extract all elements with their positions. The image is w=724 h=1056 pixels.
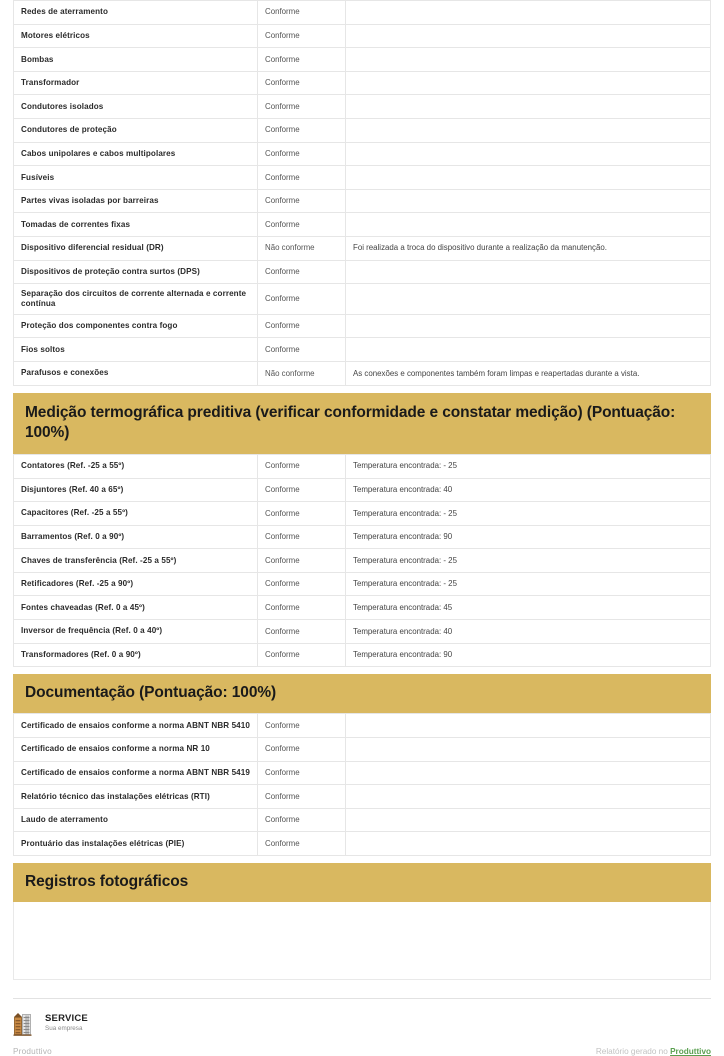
- table-row: [14, 236, 711, 260]
- row-item-label: Dispositivos de proteção contra surtos (DPS): [14, 260, 258, 284]
- row-status-value: Conforme: [258, 1, 346, 25]
- table-row: [14, 118, 711, 142]
- checklist-table-top: [13, 0, 711, 386]
- section-header-photos: Registros fotográficos: [13, 863, 711, 902]
- row-item-label: Partes vivas isoladas por barreiras: [14, 189, 258, 213]
- checklist-table-documentation: [13, 713, 711, 856]
- row-status-value: Conforme: [258, 478, 346, 502]
- row-observation: [346, 95, 711, 119]
- table-row: [14, 832, 711, 856]
- row-observation: [346, 785, 711, 809]
- row-observation: Temperatura encontrada: - 25: [346, 572, 711, 596]
- row-status-value: Conforme: [258, 808, 346, 832]
- footer-generated-prefix: Relatório gerado no: [595, 1047, 671, 1056]
- thermography-body: [14, 454, 711, 666]
- row-item-label: Relatório técnico das instalações elétricas (RTI): [14, 785, 258, 809]
- row-item-label: Motores elétricos: [14, 24, 258, 48]
- table-row: [14, 549, 711, 573]
- row-observation: [346, 338, 711, 362]
- row-status-value: Conforme: [258, 314, 346, 338]
- row-item-label: Redes de aterramento: [14, 1, 258, 25]
- row-observation: [346, 1, 711, 25]
- spacer: [13, 386, 711, 393]
- row-item-label: Fontes chaveadas (Ref. 0 a 45º): [14, 596, 258, 620]
- row-observation: [346, 189, 711, 213]
- footer-bar: [13, 1047, 711, 1056]
- row-item-label: Laudo de aterramento: [14, 808, 258, 832]
- table-row: [14, 166, 711, 190]
- row-observation: [346, 24, 711, 48]
- photo-records-area: [13, 902, 711, 980]
- table-row: [14, 362, 711, 386]
- row-status-value: Conforme: [258, 213, 346, 237]
- table-row: [14, 808, 711, 832]
- row-status-value: Conforme: [258, 549, 346, 573]
- row-status-value: Conforme: [258, 714, 346, 738]
- row-item-label: Condutores isolados: [14, 95, 258, 119]
- row-observation: [346, 213, 711, 237]
- row-observation: [346, 142, 711, 166]
- row-observation: [346, 48, 711, 72]
- row-item-label: Chaves de transferência (Ref. -25 a 55º): [14, 549, 258, 573]
- row-observation: [346, 118, 711, 142]
- spacer: [13, 856, 711, 863]
- table-row: [14, 260, 711, 284]
- row-status-value: Conforme: [258, 142, 346, 166]
- row-observation: Foi realizada a troca do dispositivo durante a realização da manutenção.: [346, 236, 711, 260]
- table-row: [14, 785, 711, 809]
- logo-title: SERVICE: [45, 1012, 88, 1024]
- row-item-label: Capacitores (Ref. -25 a 55º): [14, 502, 258, 526]
- row-item-label: Certificado de ensaios conforme a norma NR 10: [14, 737, 258, 761]
- row-item-label: Certificado de ensaios conforme a norma ABNT NBR 5419: [14, 761, 258, 785]
- row-item-label: Cabos unipolares e cabos multipolares: [14, 142, 258, 166]
- row-status-value: Conforme: [258, 284, 346, 315]
- row-item-label: Barramentos (Ref. 0 a 90º): [14, 525, 258, 549]
- table-row: [14, 24, 711, 48]
- row-status-value: Conforme: [258, 596, 346, 620]
- row-item-label: Retificadores (Ref. -25 a 90º): [14, 572, 258, 596]
- row-item-label: Tomadas de correntes fixas: [14, 213, 258, 237]
- row-observation: Temperatura encontrada: 45: [346, 596, 711, 620]
- footer-left-label: Produttivo: [13, 1047, 52, 1056]
- table-row: [14, 714, 711, 738]
- checklist-top-body: [14, 1, 711, 386]
- table-row: [14, 643, 711, 667]
- spacer: [13, 667, 711, 674]
- row-item-label: Bombas: [14, 48, 258, 72]
- checklist-table-thermography: [13, 454, 711, 667]
- footer-divider: [13, 998, 711, 999]
- company-logo: [13, 1010, 711, 1036]
- row-status-value: Conforme: [258, 118, 346, 142]
- row-observation: Temperatura encontrada: 90: [346, 643, 711, 667]
- row-status-value: Conforme: [258, 620, 346, 644]
- row-status-value: Conforme: [258, 502, 346, 526]
- section-header-documentation: Documentação (Pontuação: 100%): [13, 674, 711, 713]
- row-status-value: Conforme: [258, 643, 346, 667]
- table-row: [14, 525, 711, 549]
- table-row: [14, 338, 711, 362]
- row-item-label: Parafusos e conexões: [14, 362, 258, 386]
- row-item-label: Separação dos circuitos de corrente alternada e corrente contínua: [14, 284, 258, 315]
- row-status-value: Não conforme: [258, 362, 346, 386]
- table-row: [14, 213, 711, 237]
- row-observation: Temperatura encontrada: 40: [346, 478, 711, 502]
- row-status-value: Conforme: [258, 260, 346, 284]
- row-observation: Temperatura encontrada: - 25: [346, 454, 711, 478]
- row-item-label: Contatores (Ref. -25 a 55º): [14, 454, 258, 478]
- table-row: [14, 95, 711, 119]
- table-row: [14, 596, 711, 620]
- row-status-value: Conforme: [258, 189, 346, 213]
- table-row: [14, 454, 711, 478]
- produttivo-link[interactable]: Produttivo: [670, 1047, 711, 1056]
- row-observation: Temperatura encontrada: - 25: [346, 549, 711, 573]
- table-row: [14, 284, 711, 315]
- row-status-value: Conforme: [258, 95, 346, 119]
- row-observation: Temperatura encontrada: 40: [346, 620, 711, 644]
- building-icon: [13, 1011, 39, 1036]
- row-item-label: Dispositivo diferencial residual (DR): [14, 236, 258, 260]
- row-item-label: Certificado de ensaios conforme a norma ABNT NBR 5410: [14, 714, 258, 738]
- row-observation: [346, 832, 711, 856]
- table-row: [14, 314, 711, 338]
- table-row: [14, 572, 711, 596]
- table-row: [14, 478, 711, 502]
- row-status-value: Conforme: [258, 737, 346, 761]
- row-observation: [346, 314, 711, 338]
- table-row: [14, 620, 711, 644]
- table-row: [14, 737, 711, 761]
- row-observation: [346, 71, 711, 95]
- row-observation: [346, 714, 711, 738]
- table-row: [14, 761, 711, 785]
- row-status-value: Conforme: [258, 166, 346, 190]
- row-status-value: Conforme: [258, 761, 346, 785]
- row-status-value: Conforme: [258, 24, 346, 48]
- row-observation: Temperatura encontrada: 90: [346, 525, 711, 549]
- table-row: [14, 142, 711, 166]
- table-row: [14, 502, 711, 526]
- logo-text-block: [45, 1014, 88, 1033]
- row-status-value: Conforme: [258, 832, 346, 856]
- row-observation: [346, 808, 711, 832]
- row-item-label: Transformadores (Ref. 0 a 90º): [14, 643, 258, 667]
- table-row: [14, 1, 711, 25]
- row-status-value: Conforme: [258, 338, 346, 362]
- row-item-label: Proteção dos componentes contra fogo: [14, 314, 258, 338]
- row-item-label: Fios soltos: [14, 338, 258, 362]
- row-status-value: Não conforme: [258, 236, 346, 260]
- row-status-value: Conforme: [258, 785, 346, 809]
- logo-subtitle: Sua empresa: [45, 1024, 83, 1032]
- row-item-label: Prontuário das instalações elétricas (PIE): [14, 832, 258, 856]
- row-status-value: Conforme: [258, 454, 346, 478]
- footer-generated-note: [596, 1047, 711, 1056]
- table-row: [14, 71, 711, 95]
- row-item-label: Inversor de frequência (Ref. 0 a 40º): [14, 620, 258, 644]
- row-observation: [346, 284, 711, 315]
- row-status-value: Conforme: [258, 525, 346, 549]
- row-item-label: Disjuntores (Ref. 40 a 65º): [14, 478, 258, 502]
- row-observation: [346, 761, 711, 785]
- table-row: [14, 48, 711, 72]
- row-observation: [346, 737, 711, 761]
- row-item-label: Fusíveis: [14, 166, 258, 190]
- row-observation: As conexões e componentes também foram limpas e reapertadas durante a vista.: [346, 362, 711, 386]
- row-status-value: Conforme: [258, 71, 346, 95]
- row-status-value: Conforme: [258, 572, 346, 596]
- section-header-thermography: Medição termográfica preditiva (verificar conformidade e constatar medição) (Pontuação: 100%): [13, 393, 711, 454]
- row-item-label: Transformador: [14, 71, 258, 95]
- row-observation: [346, 260, 711, 284]
- row-observation: [346, 166, 711, 190]
- row-item-label: Condutores de proteção: [14, 118, 258, 142]
- row-status-value: Conforme: [258, 48, 346, 72]
- table-row: [14, 189, 711, 213]
- documentation-body: [14, 714, 711, 856]
- row-observation: Temperatura encontrada: - 25: [346, 502, 711, 526]
